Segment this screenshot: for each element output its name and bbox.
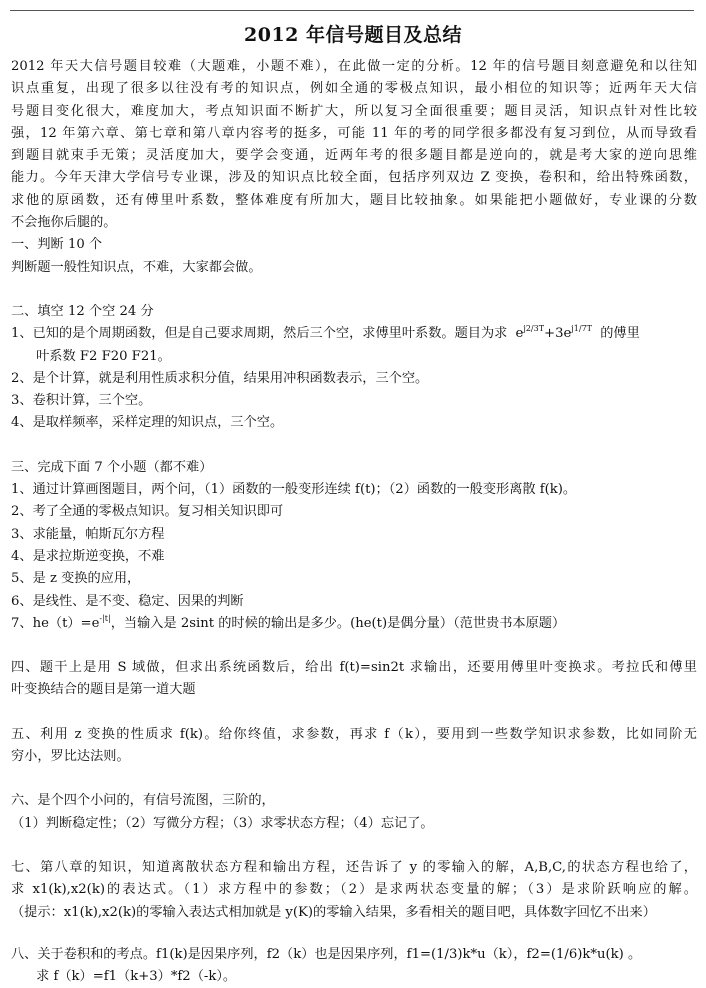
section-line: 四、题干上是用 S 域做，但求出系统函数后，给出 f(t)=sin2t 求输出，还要用傅里叶变换求。考拉氏和傅里 [11, 660, 697, 676]
section-fill-blank [11, 301, 697, 435]
header-rule [10, 10, 694, 11]
section-six [11, 790, 697, 835]
formula-exponential: $e^{j2/3T}+3e^{j1/7T}$ [515, 324, 592, 342]
intro-line: 不会拖你后腿的。 [11, 215, 117, 231]
intro-line: 号题目变化很大，难度加大，考点知识面不断扩大，所以复习全面很重要；题目灵活，知识点针对性比较 [11, 103, 697, 119]
section-heading: 二、填空 12 个空 24 分 [11, 303, 154, 319]
section-line: 求 x1(k),x2(k)的表达式。（1）求方程中的参数；（2）是求两状态变量的解；（3）是求阶跃响应的解。 [11, 882, 697, 898]
section-line: 叶变换结合的题目是第一道大题 [11, 682, 196, 698]
intro-line: 强，12 年第六章、第七章和第八章内容考的挺多，可能 11 年的考的同学很多都没有复习到位，从而导致看 [11, 125, 697, 141]
list-item: 6、是线性、是不变、稳定、因果的判断 [11, 593, 244, 609]
section-eight [11, 944, 697, 988]
question-2: 2、是个计算，就是利用性质求积分值，结果用冲积函数表示，三个空。 [11, 370, 429, 386]
list-item: 5、是 z 变换的应用， [11, 571, 141, 587]
section-line: 穷小，罗比达法则。 [11, 749, 130, 765]
question-1-continued: 叶系数 F2 F20 F21。 [36, 348, 171, 364]
question-1-suffix: 的傅里 [600, 326, 640, 342]
list-item: 7、$he(t)=e^{-|t|}$，当输入是 2sint 的时候的输出是多少。(he(t)是偶分量）（范世贵书本原题） [11, 613, 566, 631]
section-judgement [11, 234, 697, 279]
section-seven [11, 857, 697, 924]
section-line: 求 f（k）=f1（k+3）*f2（-k）。 [36, 969, 237, 985]
intro-line: 识点重复，出现了很多以往没有考的知识点，例如全通的零极点知识，最小相位的知识等；近两年天大信 [11, 81, 697, 97]
section-line: 八、关于卷积和的考点。f1(k)是因果序列，f2（k）也是因果序列，f1=(1/3)k*u（k），f2=(1/6)k*u(k) 。 [11, 946, 642, 962]
section-heading: 三、完成下面 7 个小题（都不难） [11, 459, 213, 475]
section-five [11, 724, 697, 769]
intro-line: 到题目就束手无策；灵活度加大，要学会变通，近两年考的很多题目都是逆向的，就是考大家的逆向思维 [11, 148, 697, 164]
intro-line: 2012 年天大信号题目较难（大题难，小题不难），在此做一定的分析。12 年的信号题目刻意避免和以往知 [11, 59, 697, 74]
list-item: 2、考了全通的零极点知识。复习相关知识即可 [11, 504, 284, 520]
list-item: 3、求能量，帕斯瓦尔方程 [11, 526, 165, 542]
section-text: 判断题一般性知识点，不难，大家都会做。 [11, 259, 262, 275]
section-heading: 一、判断 10 个 [11, 237, 103, 253]
intro-paragraph [11, 56, 697, 234]
section-line: 七、第八章的知识，知道离散状态方程和输出方程，还告诉了 y 的零输入的解，A,B,C,的状态方程也给了， [11, 859, 697, 875]
section-line: （1）判断稳定性；（2）写微分方程；（3）求零状态方程；（4）忘记了。 [11, 815, 434, 831]
question-1 [11, 323, 697, 345]
document-title: 2012 年信号题目及总结 [244, 24, 462, 46]
question-3: 3、卷积计算，三个空。 [11, 393, 152, 409]
intro-line: 求他的原函数，还有傅里叶系数，整体难度有所加大，题目比较抽象。如果能把小题做好，专业课的分数 [11, 192, 697, 208]
intro-line: 能力。今年天津大学信号专业课，涉及的知识点比较全面，包括序列双边 Z 变换，卷积和，给出特殊函数， [11, 170, 697, 186]
question-4: 4、是取样频率，采样定理的知识点，三个空。 [11, 415, 284, 431]
question-1-text: 1、已知的是个周期函数，但是自己要求周期，然后三个空，求傅里叶系数。题目为求 [11, 326, 508, 342]
list-item: 4、是求拉斯逆变换，不难 [11, 548, 165, 564]
section-line: （提示：x1(k),x2(k)的零输入表达式相加就是 y(K)的零输入结果，多看相关的题目吧，具体数字回忆不出来） [11, 904, 656, 920]
list-item: 1、通过计算画图题目，两个问，（1）函数的一般变形连续 f(t)；（2）函数的一般变形离散 f(k)。 [11, 482, 577, 498]
section-four [11, 657, 697, 702]
section-line: 六、是个四个小问的，有信号流图，三阶的， [11, 793, 275, 809]
document-body [11, 56, 697, 988]
section-line: 五、利用 z 变换的性质求 f(k)。给你终值，求参数，再求 f（k），要用到一些数学知识求参数，比如同阶无 [11, 726, 697, 742]
section-short-questions [11, 457, 697, 635]
